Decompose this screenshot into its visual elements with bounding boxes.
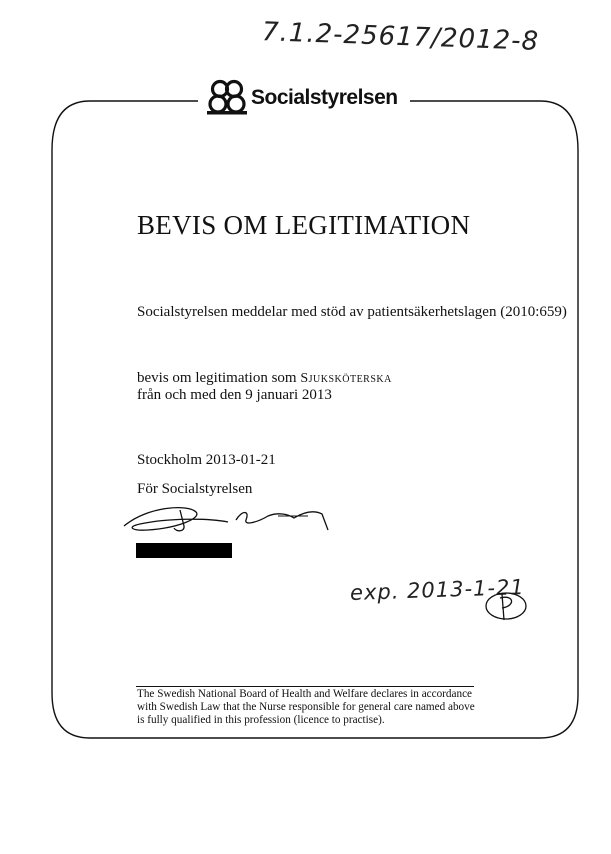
license-prefix: bevis om legitimation som — [137, 370, 301, 386]
place-and-date: Stockholm 2013-01-21 — [137, 452, 276, 468]
english-notice-line: The Swedish National Board of Health and Welfare declares in accordance — [137, 688, 472, 700]
profession-title: Sjuksköterska — [300, 371, 392, 386]
divider — [136, 686, 474, 687]
redacted-name — [136, 543, 232, 558]
socialstyrelsen-logo — [205, 78, 415, 116]
intro-statement: Socialstyrelsen meddelar med stöd av patientsäkerhetslagen (2010:659) — [137, 304, 567, 320]
on-behalf-of: För Socialstyrelsen — [137, 481, 253, 497]
signature — [118, 496, 338, 540]
handwritten-reference-number: 7.1.2-25617/2012-8 — [261, 17, 540, 57]
logo-emblem-icon — [205, 78, 249, 116]
english-notice-line: with Swedish Law that the Nurse responsible for general care named above — [137, 701, 475, 713]
handwritten-initials — [480, 586, 530, 626]
effective-date: från och med den 9 januari 2013 — [137, 387, 332, 403]
logo-wordmark: Socialstyrelsen — [251, 86, 398, 109]
english-notice — [137, 688, 477, 727]
handwritten-expedition-note: exp. 2013-1-21 — [349, 574, 526, 606]
page-title: BEVIS OM LEGITIMATION — [137, 210, 471, 240]
english-notice-line: is fully qualified in this profession (licence to practise). — [137, 714, 385, 726]
